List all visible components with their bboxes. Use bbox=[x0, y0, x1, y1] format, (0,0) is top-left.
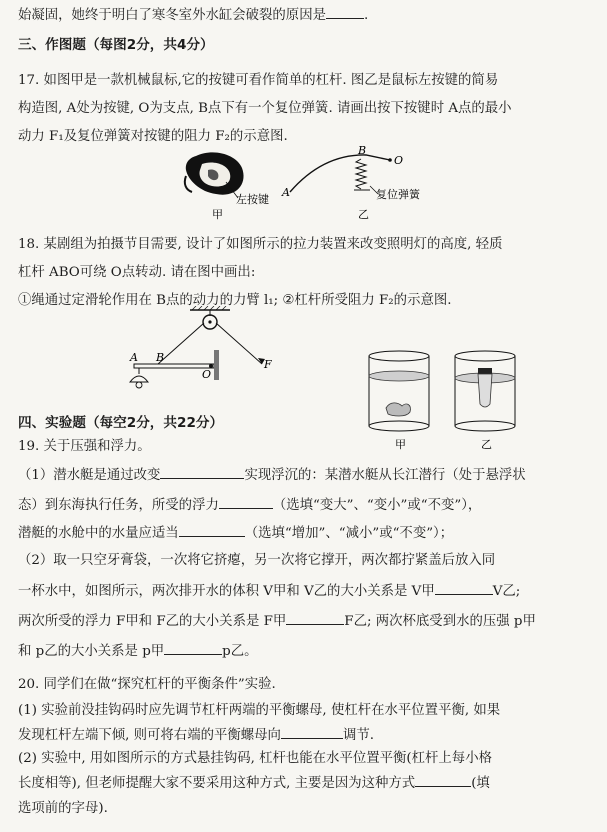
q20-1-text-b: 调节. bbox=[342, 728, 374, 743]
q19-2-text-c: 两次所受的浮力 F甲和 F乙的大小关系是 F甲 bbox=[18, 614, 287, 629]
q19-1-text-a: （1）潜水艇是通过改变 bbox=[18, 468, 161, 483]
figure-18 bbox=[112, 306, 282, 401]
q19-2-line2 bbox=[18, 580, 520, 603]
q19-2-text-a: 一杯水中，如图所示，两次排开水的体积 V甲和 V乙的大小关系是 V甲 bbox=[18, 584, 435, 599]
mouse-drawing bbox=[185, 152, 244, 198]
q19-1-text-f: （选填“增加”、“减小”或“不变”）； bbox=[244, 526, 454, 541]
q19-1-text-c: 态）到东海执行任务，所受的浮力 bbox=[18, 498, 219, 513]
figure-19 bbox=[362, 346, 532, 452]
q20-title: 20. 同学们在做“探究杠杆的平衡条件”实验. bbox=[18, 677, 276, 692]
figure-17-jia-label: 甲 bbox=[212, 208, 223, 221]
left-button-label: 左按键 bbox=[236, 193, 269, 206]
q19-blank-5[interactable] bbox=[286, 610, 344, 625]
lamp-icon bbox=[130, 376, 148, 382]
q19-2-text-e: 和 p乙的大小关系是 p甲 bbox=[18, 644, 165, 659]
q19-blank-1[interactable] bbox=[160, 464, 244, 479]
q20-2-text-a: 长度相等), 但老师提醒大家不要采用这种方式, 主要是因为这种方式 bbox=[18, 776, 416, 791]
q20-2-text-b: (填 bbox=[471, 776, 490, 791]
q19-1-line2 bbox=[18, 494, 481, 517]
q18-line2: 杠杆 ABO可绕 O点转动. 请在图中画出: bbox=[18, 265, 256, 280]
section3-heading: 三、作图题（每图2分，共4分） bbox=[18, 37, 214, 53]
figure-17-svg bbox=[178, 146, 428, 226]
point-b18-label: B bbox=[156, 351, 165, 364]
section4-heading: 四、实验题（每空2分，共22分） bbox=[18, 415, 224, 431]
q17-line3: 动力 F₁及复位弹簧对按键的阻力 F₂的示意图. bbox=[18, 129, 288, 144]
spring-label: 复位弹簧 bbox=[376, 188, 420, 201]
q19-1-text-b: 实现浮沉的：某潜水艇从长江潜行（处于悬浮状 bbox=[244, 468, 526, 483]
q19-1-text-e: 潜艇的水舱中的水量应适当 bbox=[18, 526, 179, 541]
q17-line2: 构造图, A处为按键, O为支点, B点下有一个复位弹簧. 请画出按下按键时 A点的最小 bbox=[18, 101, 512, 116]
q16-tail-line: 始凝固，她终于明白了寒冬室外水缸会破裂的原因是 . bbox=[18, 4, 368, 27]
figure-19-jia-label: 甲 bbox=[395, 438, 406, 451]
q19-title: 19. 关于压强和浮力。 bbox=[18, 439, 151, 454]
figure-18-svg bbox=[112, 306, 282, 401]
q19-1-line1 bbox=[18, 464, 526, 487]
beaker-jia bbox=[369, 351, 429, 431]
figure-19-svg bbox=[362, 346, 532, 452]
q19-2-line1: （2）取一只空牙膏袋，一次将它挤瘪，另一次将它撑开，两次都拧紧盖后放入同 bbox=[18, 553, 496, 568]
figure-17-yi-label: 乙 bbox=[358, 208, 369, 221]
q18-line1: 18. 某剧组为拍摄节目需要, 设计了如图所示的拉力装置来改变照明灯的高度, 轻质 bbox=[18, 237, 503, 252]
point-o-label: O bbox=[394, 154, 404, 167]
q19-blank-3[interactable] bbox=[179, 522, 245, 537]
q16-tail-text: 始凝固，她终于明白了寒冬室外水缸会破裂的原因是 bbox=[18, 8, 326, 23]
point-a-label: A bbox=[282, 186, 290, 199]
beaker-yi bbox=[455, 351, 515, 431]
figure-17 bbox=[178, 146, 428, 226]
q19-blank-2[interactable] bbox=[219, 494, 273, 509]
q19-1-line3 bbox=[18, 522, 453, 545]
q19-2-text-f: p乙。 bbox=[222, 644, 258, 659]
q20-1-text-a: 发现杠杆左端下倾, 则可将右端的平衡螺母向 bbox=[18, 728, 281, 743]
point-o18-label: O bbox=[202, 368, 212, 381]
q20-blank-1[interactable] bbox=[281, 724, 343, 739]
q17-line1: 17. 如图甲是一款机械鼠标,它的按键可看作简单的杠杆. 图乙是鼠标左按键的简易 bbox=[18, 73, 499, 88]
q16-answer-blank[interactable] bbox=[326, 4, 364, 19]
figure-19-yi-label: 乙 bbox=[481, 438, 492, 451]
q20-1-line1: (1) 实验前没挂钩码时应先调节杠杆两端的平衡螺母, 使杠杆在水平位置平衡, 如果 bbox=[18, 703, 501, 718]
q19-2-line4 bbox=[18, 640, 258, 663]
q20-2-line3: 选项前的字母). bbox=[18, 801, 108, 816]
q19-blank-4[interactable] bbox=[435, 580, 493, 595]
q20-2-line2 bbox=[18, 772, 490, 795]
q18-line3: ①绳通过定滑轮作用在 B点的动力的力臂 l₁; ②杠杆所受阻力 F₂的示意图. bbox=[18, 293, 452, 308]
q19-1-text-d: （选填“变大”、“变小”或“不变”）， bbox=[272, 498, 482, 513]
q20-2-line1: (2) 实验中, 用如图所示的方式悬挂钩码, 杠杆也能在水平位置平衡(杠杆上每小格 bbox=[18, 751, 492, 766]
q19-2-line3 bbox=[18, 610, 536, 633]
q20-1-line2 bbox=[18, 724, 374, 747]
q19-2-text-b: V乙; bbox=[492, 584, 521, 599]
q19-blank-6[interactable] bbox=[164, 640, 222, 655]
force-f-label: F bbox=[264, 358, 272, 371]
point-a18-label: A bbox=[130, 351, 138, 364]
point-b-label: B bbox=[358, 146, 367, 157]
q20-blank-2[interactable] bbox=[415, 772, 471, 787]
q19-2-text-d: F乙; 两次杯底受到水的压强 p甲 bbox=[344, 614, 536, 629]
